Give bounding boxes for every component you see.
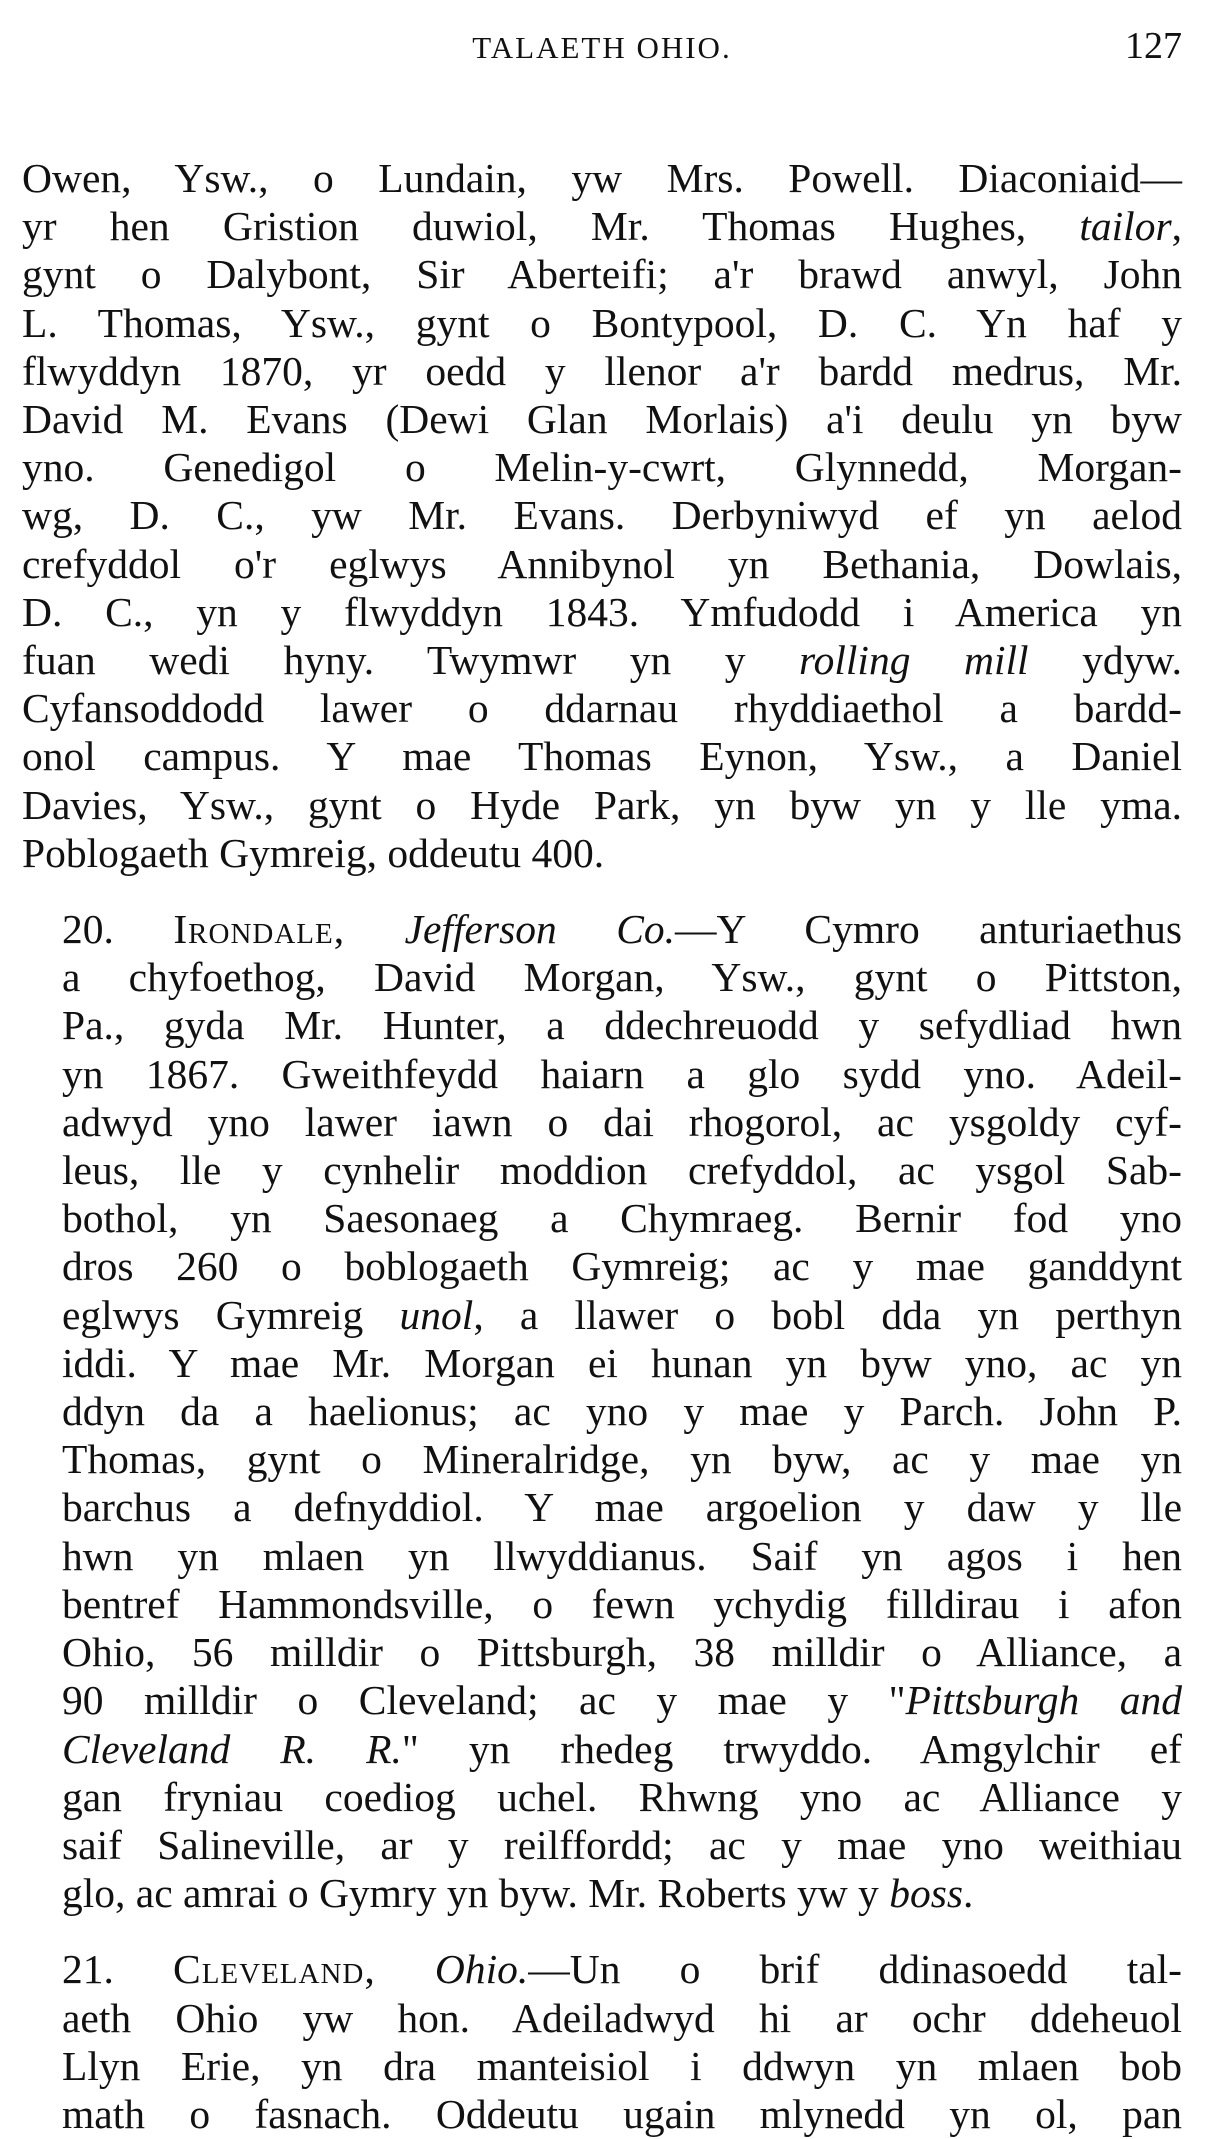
- italic-term: Pittsburgh and: [905, 1677, 1182, 1724]
- text-line: a chyfoethog, David Morgan, Ysw., gynt o Pittston,: [62, 954, 1182, 1001]
- text-line: barchus a defnyddiol. Y mae argoelion y daw y lle: [62, 1484, 1182, 1531]
- text-line: Ohio, 56 milldir o Pittsburgh, 38 milldir o Alliance, a: [62, 1629, 1182, 1676]
- text-line: Owen, Ysw., o Lundain, yw Mrs. Powell. Diaconiaid—: [22, 155, 1182, 201]
- text-line: saif Salineville, ar y reilffordd; ac y mae yno weithiau: [62, 1821, 1182, 1868]
- text-line: Llyn Erie, yn dra manteisiol i ddwyn yn mlaen bob: [62, 2042, 1182, 2089]
- text-line: gan fryniau coediog uchel. Rhwng yno ac Alliance y: [62, 1773, 1182, 1820]
- text-line: onol campus. Y mae Thomas Eynon, Ysw., a Daniel: [22, 733, 1182, 780]
- entry-number: 21.: [62, 1946, 114, 1993]
- text-line: Davies, Ysw., gynt o Hyde Park, yn byw yn y lle yma.: [22, 781, 1182, 828]
- county-name: Jefferson Co.: [404, 906, 675, 953]
- text-run: —Un o brif ddinasoedd tal-: [528, 1946, 1182, 1993]
- text-line: leus, lle y cynhelir moddion crefyddol, ac ysgol Sab-: [62, 1147, 1182, 1194]
- place-name: Cleveland,: [173, 1946, 376, 1993]
- text-line: 90 milldir o Cleveland; ac y mae y "Pittsburgh and: [62, 1677, 1182, 1724]
- text-line: adwyd yno lawer iawn o dai rhogorol, ac ysgoldy cyf-: [62, 1098, 1182, 1145]
- text-line: eglwys Gymreig unol, a llawer o bobl dda yn perthyn: [62, 1291, 1183, 1338]
- text-line: L. Thomas, Ysw., gynt o Bontypool, D. C. Yn haf y: [22, 299, 1182, 346]
- text-line: Cyfansoddodd lawer o ddarnau rhyddiaethol a bardd-: [22, 685, 1182, 732]
- text-run: —Y Cymro anturiaethus: [675, 906, 1182, 953]
- county-name: Ohio.: [434, 1946, 529, 1993]
- book-page: [22, 24, 1182, 2138]
- text-line: flwyddyn 1870, yr oedd y llenor a'r bardd medrus, Mr.: [22, 347, 1182, 394]
- text-line: yn 1867. Gweithfeydd haiarn a glo sydd yno. Adeil-: [62, 1050, 1182, 1097]
- page-number: 127: [1125, 25, 1182, 67]
- text-line: Thomas, gynt o Mineralridge, yn byw, ac y mae yn: [62, 1436, 1182, 1483]
- text-line: wg, D. C., yw Mr. Evans. Derbyniwyd ef yn aelod: [22, 492, 1182, 539]
- running-header: [22, 24, 1182, 80]
- text-line: dros 260 o boblogaeth Gymreig; ac y mae ganddynt: [62, 1243, 1182, 1290]
- text-line: D. C., yn y flwyddyn 1843. Ymfudodd i America yn: [22, 588, 1182, 635]
- text-line: David M. Evans (Dewi Glan Morlais) a'i deulu yn byw: [22, 396, 1182, 443]
- text-line: [22, 1945, 1182, 1993]
- text-line: fuan wedi hyny. Twymwr yn y rolling mill ydyw.: [22, 637, 1182, 684]
- text-line: hwn yn mlaen yn llwyddianus. Saif yn agos i hen: [62, 1532, 1182, 1579]
- text-line: Pa., gyda Mr. Hunter, a ddechreuodd y sefydliad hwn: [62, 1002, 1182, 1049]
- text-line: crefyddol o'r eglwys Annibynol yn Bethania, Dowlais,: [22, 540, 1182, 587]
- italic-term: unol: [399, 1291, 474, 1338]
- text-line: bentref Hammondsville, o fewn ychydig filldirau i afon: [62, 1580, 1182, 1627]
- italic-term: Cleveland R. R.: [62, 1725, 402, 1772]
- place-name: Irondale,: [173, 906, 346, 953]
- text-line: aeth Ohio yw hon. Adeiladwyd hi ar ochr ddeheuol: [62, 1994, 1182, 2041]
- italic-term: rolling mill: [799, 637, 1029, 684]
- text-line: bothol, yn Saesonaeg a Chymraeg. Bernir fod yno: [62, 1195, 1182, 1242]
- text-line: iddi. Y mae Mr. Morgan ei hunan yn byw yno, ac yn: [62, 1339, 1182, 1386]
- text-line: [22, 905, 1182, 953]
- text-line: math o fasnach. Oddeutu ugain mlynedd yn ol, pan: [62, 2090, 1182, 2137]
- paragraph-irondale: [22, 905, 1182, 1917]
- running-title: TALAETH OHIO.: [472, 30, 732, 65]
- paragraph-cleveland: [22, 1945, 1182, 2138]
- text-line: Cleveland R. R." yn rhedeg trwyddo. Amgylchir ef: [62, 1725, 1182, 1772]
- paragraph: [22, 154, 1182, 877]
- text-line: gynt o Dalybont, Sir Aberteifi; a'r brawd anwyl, John: [22, 251, 1182, 298]
- text-line: ddyn da a haelionus; ac yno y mae y Parch. John P.: [62, 1388, 1182, 1435]
- italic-term: boss: [889, 1870, 963, 1917]
- text-line: yno. Genedigol o Melin-y-cwrt, Glynnedd, Morgan-: [22, 444, 1182, 491]
- text-line: Poblogaeth Gymreig, oddeutu 400.: [22, 829, 605, 876]
- entry-number: 20.: [62, 906, 114, 953]
- italic-term: tailor: [1079, 203, 1172, 250]
- text-line: yr hen Gristion duwiol, Mr. Thomas Hughes, tailor,: [22, 203, 1182, 250]
- text-line: glo, ac amrai o Gymry yn byw. Mr. Roberts yw y boss.: [62, 1870, 974, 1917]
